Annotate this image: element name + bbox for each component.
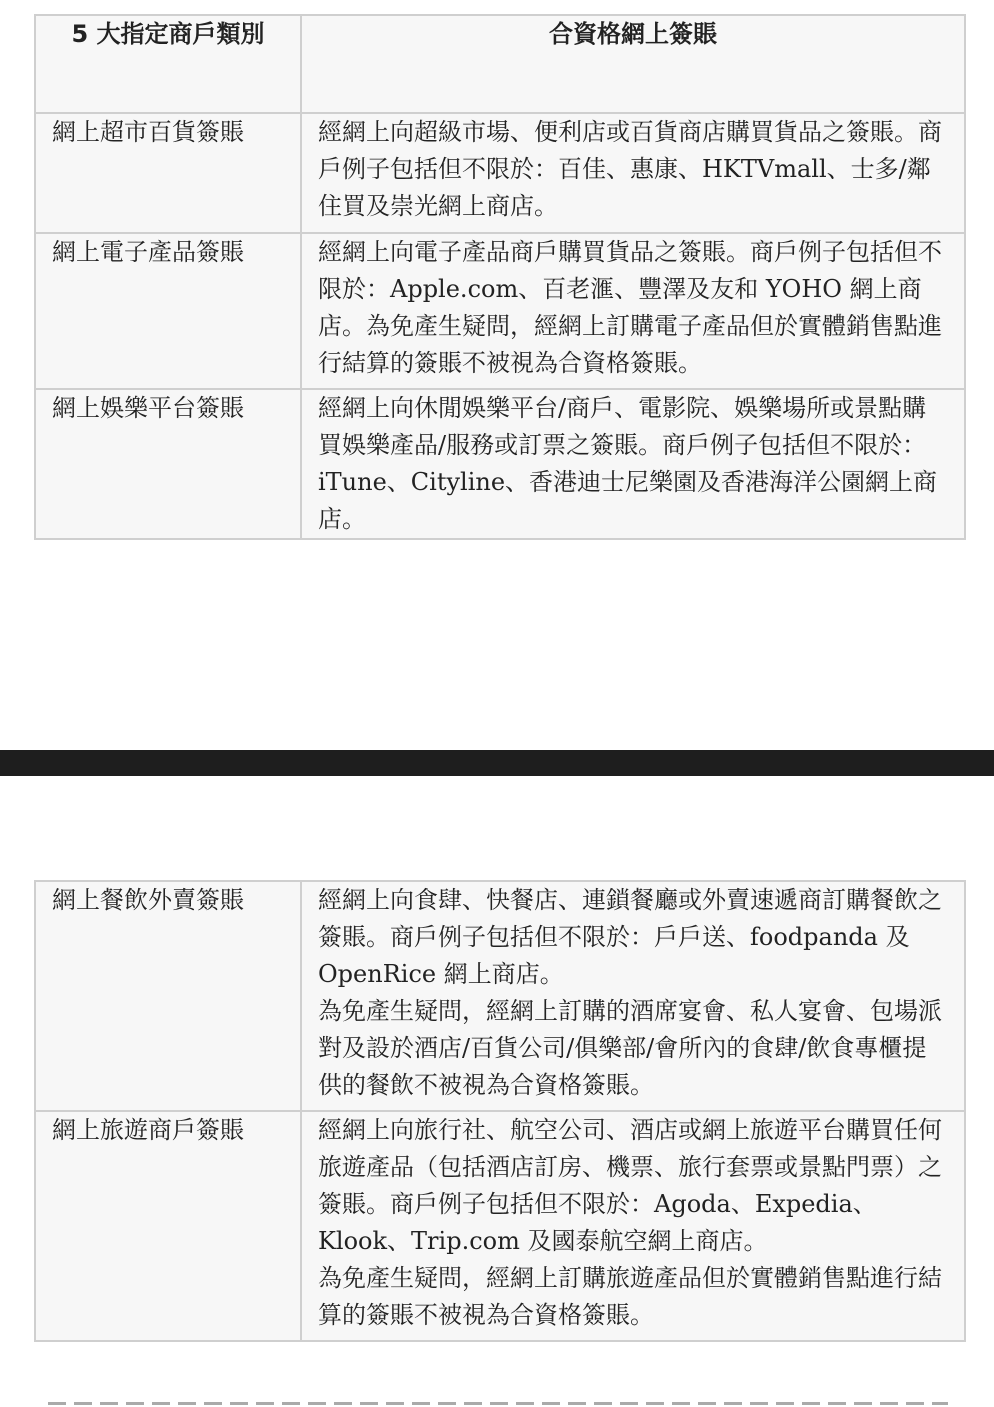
description-text: 經網上向休閒娛樂平台/商戶、電影院、娛樂場所或景點購買娛樂產品/服務或訂票之簽賬。商戶例子包括但不限於：iTune、Cityline、香港迪士尼樂園及香港海洋公園網上商店。 <box>318 394 938 533</box>
header-eligible-spending: 合資格網上簽賬 <box>301 15 965 113</box>
description-note: 為免產生疑問，經網上訂購的酒席宴會、私人宴會、包場派對及設於酒店/百貨公司/俱樂部/會所內的食肆/飲食專櫃提供的餐飲不被視為合資格簽賬。 <box>318 997 942 1099</box>
description-cell <box>301 1111 965 1341</box>
section-divider <box>0 750 994 776</box>
table-row <box>35 1111 965 1341</box>
table-row <box>35 389 965 539</box>
category-cell: 網上餐飲外賣簽賬 <box>35 881 301 1111</box>
cut-off-text-fragment <box>48 1398 948 1407</box>
description-cell <box>301 233 965 389</box>
description-cell <box>301 389 965 539</box>
description-text: 經網上向旅行社、航空公司、酒店或網上旅遊平台購買任何旅遊產品（包括酒店訂房、機票、旅行套票或景點門票）之簽賬。商戶例子包括但不限於：Agoda、Expedia、Klook、Trip.com 及國泰航空網上商店。 <box>318 1116 942 1255</box>
table-row <box>35 233 965 389</box>
table-row <box>35 881 965 1111</box>
description-text: 經網上向超級市場、便利店或百貨商店購買貨品之簽賬。商戶例子包括但不限於：百佳、惠康、HKTVmall、士多/鄰住買及崇光網上商店。 <box>318 118 942 220</box>
category-cell: 網上超市百貨簽賬 <box>35 113 301 233</box>
description-note: 為免產生疑問，經網上訂購旅遊產品但於實體銷售點進行結算的簽賬不被視為合資格簽賬。 <box>318 1264 942 1329</box>
category-cell: 網上電子產品簽賬 <box>35 233 301 389</box>
description-text: 經網上向食肆、快餐店、連鎖餐廳或外賣速遞商訂購餐飲之簽賬。商戶例子包括但不限於：戶戶送、foodpanda 及 OpenRice 網上商店。 <box>318 886 942 988</box>
description-text: 經網上向電子產品商戶購買貨品之簽賬。商戶例子包括但不限於：Apple.com、百老滙、豐澤及友和 YOHO 網上商店。為免產生疑問，經網上訂購電子產品但於實體銷售點進行結算的簽賬不被視為合資格簽賬。 <box>318 238 942 377</box>
table-header-row <box>35 15 965 113</box>
header-category: 5 大指定商戶類別 <box>35 15 301 113</box>
eligible-spending-table-top <box>34 14 966 540</box>
description-cell <box>301 881 965 1111</box>
category-cell: 網上旅遊商戶簽賬 <box>35 1111 301 1341</box>
table-row <box>35 113 965 233</box>
category-cell: 網上娛樂平台簽賬 <box>35 389 301 539</box>
description-cell <box>301 113 965 233</box>
eligible-spending-table-bottom <box>34 880 966 1342</box>
